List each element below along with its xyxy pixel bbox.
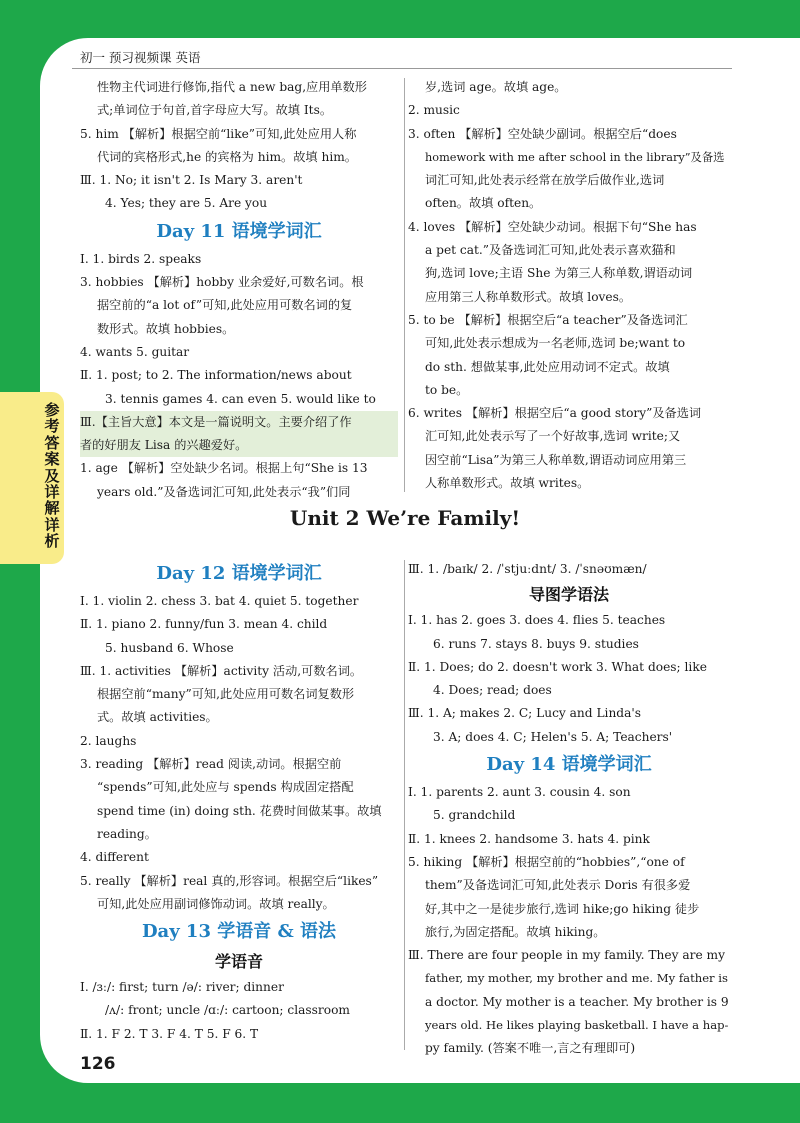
text-line: Ⅱ. 1. piano 2. funny/fun 3. mean 4. child — [80, 617, 328, 632]
text-line: 4. wants 5. guitar — [80, 344, 190, 359]
text-line: /ʌ/: front; uncle /ɑː/: cartoon; classroom — [105, 1003, 350, 1018]
side-tab-label: 参考答案及详解详析 — [44, 401, 60, 551]
text-line: a doctor. My mother is a teacher. My brother is 9 — [425, 994, 729, 1009]
bottom-band — [0, 1083, 800, 1123]
phonics-title: 学语音 — [214, 952, 263, 972]
text-line: them”及备选词汇可知,此处表示 Doris 有很多爱 — [425, 878, 691, 893]
grammar-title: 导图学语法 — [528, 585, 609, 605]
text-line: a pet cat.”及备选词汇可知,此处表示喜欢猫和 — [425, 243, 676, 258]
text-line: to be。 — [425, 382, 469, 397]
text-line: 6. writes 【解析】根据空后“a good story”及备选词 — [408, 406, 702, 421]
right-column-bottom — [408, 558, 730, 1061]
text-line: 4. Yes; they are 5. Are you — [105, 196, 268, 211]
text-line: 数形式。故填 hobbies。 — [97, 321, 235, 336]
text-line: 可知,此处应用副词修饰动词。故填 really。 — [97, 896, 335, 911]
text-line: Ⅲ. 1. No; it isn't 2. Is Mary 3. aren't — [80, 173, 303, 188]
text-line: 3. often 【解析】空处缺少副词。根据空后“does — [408, 126, 677, 141]
text-line: 5. hiking 【解析】根据空前的“hobbies”,“one of — [408, 854, 685, 869]
text-line: father, my mother, my brother and me. My father is — [425, 971, 728, 986]
text-line: 可知,此处表示想成为一名老师,选词 be;want to — [425, 336, 686, 351]
text-line: years old. He likes playing basketball. I have a hap- — [425, 1018, 729, 1033]
text-line: 词汇可知,此处表示经常在放学后做作业,选词 — [425, 173, 665, 188]
column-divider — [404, 560, 405, 1050]
text-line: Ⅲ. 1. activities 【解析】activity 活动,可数名词。 — [80, 663, 363, 678]
text-line: Ⅲ. 1. A; makes 2. C; Lucy and Linda's — [408, 706, 641, 721]
text-line: Ⅲ. There are four people in my family. They are my — [408, 948, 725, 963]
text-line: 5. husband 6. Whose — [105, 640, 234, 655]
text-line: Ⅱ. 1. knees 2. handsome 3. hats 4. pink — [408, 831, 650, 846]
text-line: 人称单数形式。故填 writes。 — [425, 476, 590, 491]
text-line: 5. him 【解析】根据空前“like”可知,此处应用人称 — [80, 126, 357, 141]
text-line: 3. A; does 4. C; Helen's 5. A; Teachers' — [433, 729, 673, 744]
day13-title: Day 13 学语音 & 语法 — [141, 921, 337, 943]
text-line: Ⅰ. 1. has 2. goes 3. does 4. flies 5. teaches — [408, 613, 666, 628]
text-line: “spends”可知,此处应与 spends 构成固定搭配 — [97, 780, 354, 795]
text-line: homework with me after school in the library”及备选 — [425, 150, 725, 164]
text-line: 4. Does; read; does — [433, 683, 552, 698]
text-line: often。故填 often。 — [425, 196, 542, 211]
left-column-bottom — [80, 558, 398, 1046]
text-line: py family. (答案不唯一,言之有理即可) — [425, 1041, 636, 1056]
text-line: 3. reading 【解析】read 阅读,动词。根据空前 — [80, 757, 342, 772]
running-header: 初一 预习视频课 英语 — [80, 50, 201, 65]
text-line: 6. runs 7. stays 8. buys 9. studies — [433, 636, 639, 651]
text-line: 据空前的“a lot of”可知,此处应用可数名词的复 — [97, 298, 353, 313]
text-line: Ⅰ. 1. violin 2. chess 3. bat 4. quiet 5. together — [80, 594, 359, 608]
text-line: Ⅰ. 1. birds 2. speaks — [80, 251, 202, 266]
text-line: Ⅱ. 1. post; to 2. The information/news about — [80, 368, 352, 383]
text-line: 岁,选词 age。故填 age。 — [425, 80, 567, 94]
text-line: reading。 — [97, 826, 157, 841]
left-column-top — [80, 76, 398, 504]
day12-title: Day 12 语境学词汇 — [156, 563, 322, 584]
text-line: 5. grandchild — [433, 808, 516, 823]
text-line: Ⅱ. 1. Does; do 2. doesn't work 3. What does; like — [408, 659, 707, 674]
text-line: 好,其中之一是徒步旅行,选词 hike;go hiking 徒步 — [425, 901, 700, 916]
text-line: 1. age 【解析】空处缺少名词。根据上句“She is 13 — [80, 461, 368, 476]
header-rule — [72, 68, 732, 69]
text-line: 式。故填 activities。 — [97, 710, 218, 725]
text-line: 3. tennis games 4. can even 5. would like to — [105, 391, 376, 406]
text-line: years old.”及备选词汇可知,此处表示“我”们同 — [97, 484, 351, 499]
text-line: 3. hobbies 【解析】hobby 业余爱好,可数名词。根 — [80, 275, 364, 290]
text-line: 4. loves 【解析】空处缺少动词。根据下句“She has — [408, 219, 697, 234]
text-line: 代词的宾格形式,he 的宾格为 him。故填 him。 — [97, 149, 357, 164]
day14-title: Day 14 语境学词汇 — [486, 754, 652, 776]
right-column-top — [408, 76, 730, 495]
text-line: Ⅰ. /ɜː/: first; turn /ə/: river; dinner — [80, 980, 284, 995]
day11-title: Day 11 语境学词汇 — [156, 220, 322, 242]
text-line: Ⅱ. 1. F 2. T 3. F 4. T 5. F 6. T — [80, 1026, 259, 1041]
text-line: 5. really 【解析】real 真的,形容词。根据空后“likes” — [80, 873, 379, 888]
text-line: 5. to be 【解析】根据空后“a teacher”及备选词汇 — [408, 312, 688, 327]
text-line: Ⅲ. 1. /baɪk/ 2. /ˈstjuːdnt/ 3. /ˈsnəʊmæn/ — [408, 562, 647, 576]
text-line: 旅行,为固定搭配。故填 hiking。 — [425, 924, 606, 939]
text-line: Ⅰ. 1. parents 2. aunt 3. cousin 4. son — [408, 785, 631, 800]
unit-title: Unit 2 We’re Family! — [289, 506, 521, 530]
text-line: 2. music — [408, 103, 460, 118]
page-number: 126 — [80, 1054, 116, 1074]
text-line: 根据空前“many”可知,此处应用可数名词复数形 — [97, 687, 355, 702]
main-idea-line: Ⅲ.【主旨大意】本文是一篇说明文。主要介绍了作 — [80, 411, 398, 434]
text-line: 性物主代词进行修饰,指代 a new bag,应用单数形 — [97, 80, 367, 94]
text-line: 因空前“Lisa”为第三人称单数,谓语动词应用第三 — [425, 452, 687, 467]
text-line: 狗,选词 love;主语 She 为第三人称单数,谓语动词 — [425, 266, 693, 281]
column-divider — [404, 78, 405, 492]
text-line: 应用第三人称单数形式。故填 loves。 — [425, 289, 632, 304]
main-idea-line: 者的好朋友 Lisa 的兴趣爱好。 — [80, 434, 398, 457]
text-line: spend time (in) doing sth. 花费时间做某事。故填 — [97, 803, 382, 818]
text-line: do sth. 想做某事,此处应用动词不定式。故填 — [425, 359, 670, 374]
text-line: 汇可知,此处表示写了一个好故事,选词 write;又 — [425, 429, 681, 444]
text-line: 4. different — [80, 850, 149, 865]
text-line: 式;单词位于句首,首字母应大写。故填 Its。 — [97, 103, 333, 118]
text-line: 2. laughs — [80, 733, 137, 748]
